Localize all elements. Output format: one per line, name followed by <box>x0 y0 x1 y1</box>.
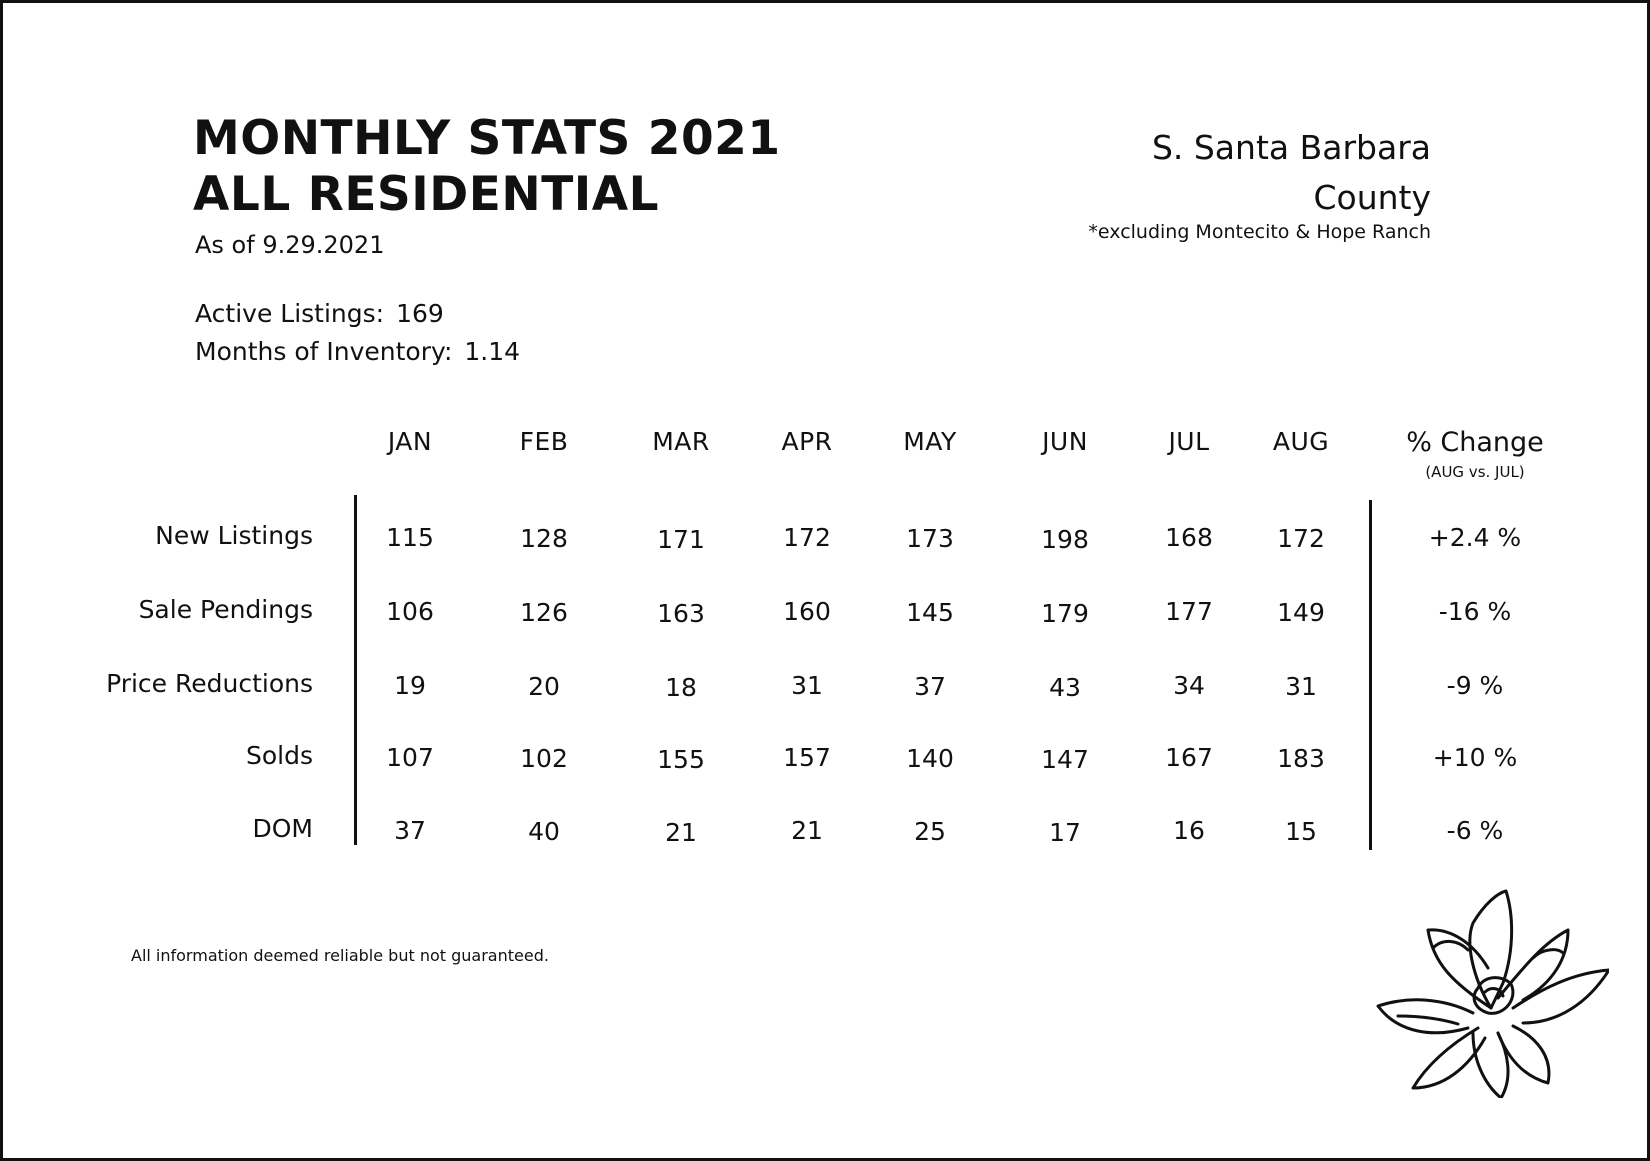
pct-change-cell: -16 % <box>1438 597 1512 626</box>
table-cell: 43 <box>1049 673 1081 702</box>
table-cell: 173 <box>906 524 954 553</box>
table-cell: 155 <box>657 745 705 774</box>
table-cell: 31 <box>1285 672 1317 701</box>
title-line-1: MONTHLY STATS 2021 <box>193 111 781 166</box>
table-cell: 34 <box>1173 671 1205 700</box>
table-cell: 31 <box>791 671 823 700</box>
row-label: Price Reductions <box>106 669 313 698</box>
table-cell: 171 <box>657 525 705 554</box>
table-divider-left <box>354 495 357 845</box>
months-inventory-value: 1.14 <box>464 337 521 366</box>
month-header-aug: AUG <box>1272 427 1330 456</box>
region-note: *excluding Montecito & Hope Ranch <box>1088 221 1431 243</box>
table-cell: 16 <box>1173 816 1205 845</box>
table-cell: 149 <box>1277 598 1325 627</box>
table-cell: 37 <box>394 816 426 845</box>
table-cell: 21 <box>791 816 823 845</box>
table-cell: 126 <box>520 598 568 627</box>
pct-change-cell: +10 % <box>1432 743 1518 772</box>
table-cell: 168 <box>1165 523 1213 552</box>
table-cell: 140 <box>906 744 954 773</box>
table-cell: 106 <box>386 597 434 626</box>
table-cell: 15 <box>1285 817 1317 846</box>
table-cell: 198 <box>1041 525 1089 554</box>
month-header-jun: JUN <box>1042 427 1088 456</box>
pct-change-cell: -6 % <box>1446 816 1504 845</box>
table-cell: 115 <box>386 523 434 552</box>
table-cell: 37 <box>914 672 946 701</box>
region-name <box>1152 123 1431 223</box>
month-header-apr: APR <box>781 427 833 456</box>
active-listings <box>195 299 444 328</box>
pct-change-subheader: (AUG vs. JUL) <box>1425 463 1525 481</box>
table-cell: 157 <box>783 743 831 772</box>
table-cell: 160 <box>783 597 831 626</box>
table-cell: 177 <box>1165 597 1213 626</box>
table-cell: 172 <box>783 523 831 552</box>
month-header-jul: JUL <box>1168 427 1210 456</box>
table-cell: 167 <box>1165 743 1213 772</box>
table-cell: 128 <box>520 524 568 553</box>
table-cell: 102 <box>520 744 568 773</box>
table-cell: 147 <box>1041 745 1089 774</box>
month-header-mar: MAR <box>652 427 710 456</box>
row-label: DOM <box>252 814 313 843</box>
row-label: Sale Pendings <box>138 595 313 624</box>
magnolia-flower-icon <box>1373 888 1609 1098</box>
row-label: Solds <box>245 741 313 770</box>
table-cell: 25 <box>914 817 946 846</box>
region-line-1: S. Santa Barbara <box>1151 128 1431 167</box>
pct-change-cell: -9 % <box>1446 671 1504 700</box>
table-divider-right <box>1369 500 1372 850</box>
disclaimer: All information deemed reliable but not guaranteed. <box>131 946 549 965</box>
title-line-2: ALL RESIDENTIAL <box>193 167 660 222</box>
table-cell: 18 <box>665 673 697 702</box>
page-title <box>193 111 781 223</box>
table-cell: 179 <box>1041 599 1089 628</box>
active-listings-label: Active Listings: <box>195 299 385 328</box>
months-inventory-label: Months of Inventory: <box>195 337 453 366</box>
month-header-jan: JAN <box>387 427 433 456</box>
table-cell: 19 <box>394 671 426 700</box>
table-cell: 20 <box>528 672 560 701</box>
table-cell: 107 <box>386 743 434 772</box>
table-cell: 183 <box>1277 744 1325 773</box>
months-of-inventory <box>195 337 520 366</box>
month-header-may: MAY <box>903 427 957 456</box>
row-label: New Listings <box>155 521 313 550</box>
table-cell: 145 <box>906 598 954 627</box>
pct-change-cell: +2.4 % <box>1428 523 1522 552</box>
table-cell: 163 <box>657 599 705 628</box>
as-of-date: As of 9.29.2021 <box>195 231 385 259</box>
table-cell: 17 <box>1049 818 1081 847</box>
month-header-feb: FEB <box>519 427 569 456</box>
table-cell: 172 <box>1277 524 1325 553</box>
region-line-2: County <box>1313 178 1431 217</box>
table-cell: 40 <box>528 817 560 846</box>
active-listings-value: 169 <box>396 299 444 328</box>
table-cell: 21 <box>665 818 697 847</box>
pct-change-header: % Change <box>1406 427 1544 458</box>
